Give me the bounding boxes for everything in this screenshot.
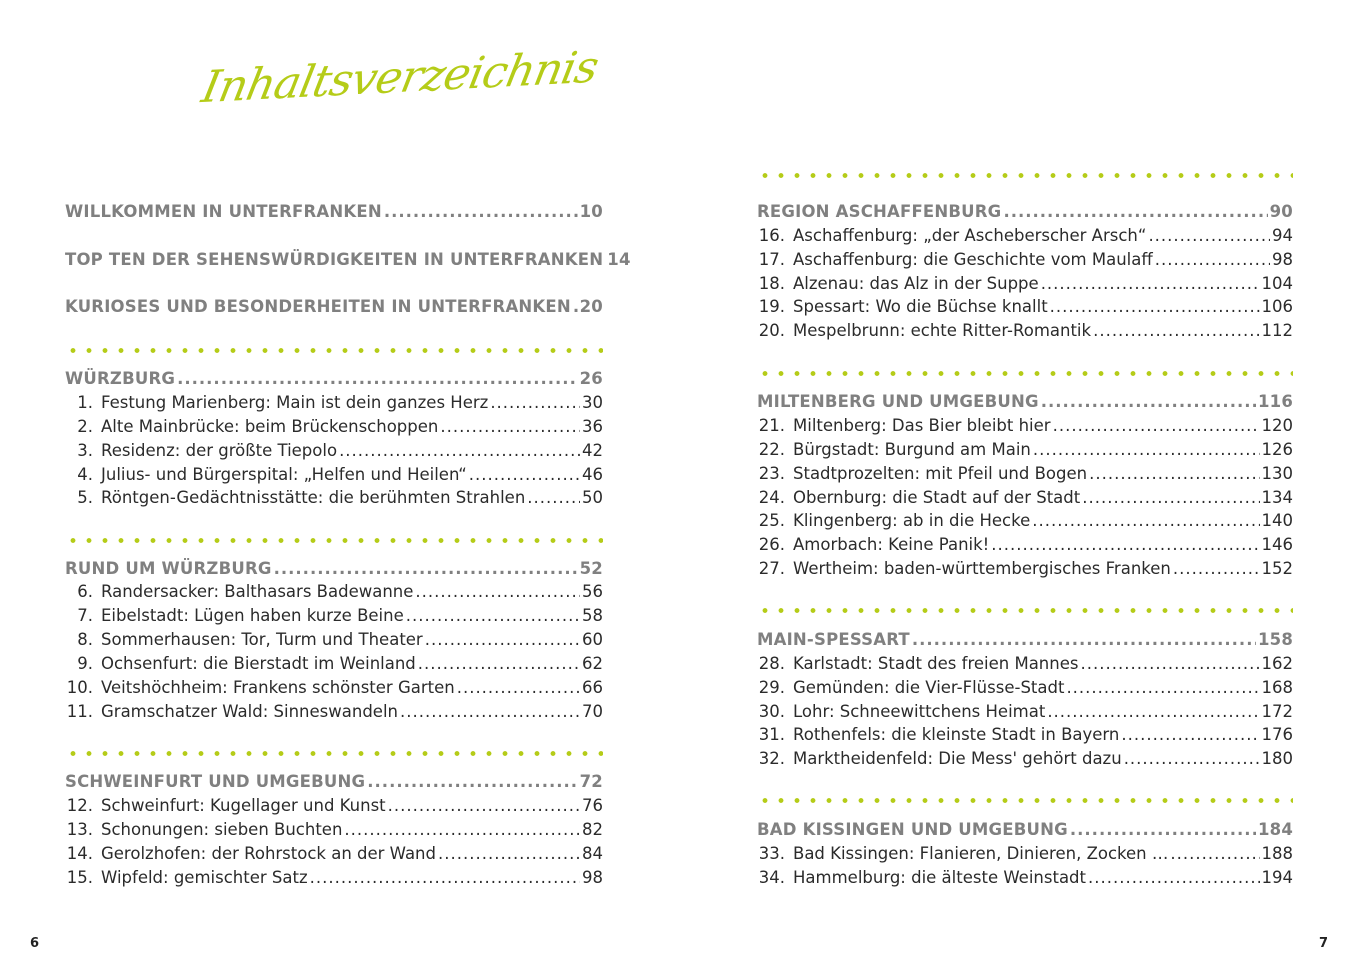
dotted-divider xyxy=(757,371,1293,376)
entry-number: 31. xyxy=(758,725,785,744)
leader-dots xyxy=(1041,272,1260,296)
entry-page: 82 xyxy=(582,820,603,839)
toc-entry[interactable] xyxy=(757,676,1293,700)
entry-label: Miltenberg: Das Bier bleibt hier xyxy=(793,416,1051,435)
toc-entry[interactable] xyxy=(757,700,1293,724)
entry-label: Röntgen-Gedächtnisstätte: die berühmten Strahlen xyxy=(101,488,526,507)
entry-page: 42 xyxy=(582,441,603,460)
entry-number: 1. xyxy=(77,393,93,412)
entry-page: 20 xyxy=(579,297,603,316)
leader-dots xyxy=(527,486,580,510)
leader-dots xyxy=(1032,509,1259,533)
entry-page: 46 xyxy=(582,465,603,484)
section-page: 184 xyxy=(1257,820,1293,839)
toc-entry[interactable] xyxy=(757,248,1293,272)
entry-page: 168 xyxy=(1261,678,1293,697)
section-heading[interactable] xyxy=(757,390,1293,414)
leader-dots xyxy=(490,391,580,415)
entry-page: 152 xyxy=(1261,559,1293,578)
entry-label: Schweinfurt: Kugellager und Kunst xyxy=(101,796,386,815)
toc-entry[interactable] xyxy=(65,628,603,652)
entry-number: 23. xyxy=(758,464,785,483)
entry-page: 130 xyxy=(1261,464,1293,483)
leader-dots xyxy=(367,770,577,794)
entry-label: Randersacker: Balthasars Badewanne xyxy=(101,582,414,601)
entry-number: 19. xyxy=(758,297,785,316)
entry-label: Hammelburg: die älteste Weinstadt xyxy=(793,868,1086,887)
entry-page: 112 xyxy=(1261,321,1293,340)
toc-title: Inhaltsverzeichnis xyxy=(197,41,603,114)
entry-page: 56 xyxy=(582,582,603,601)
toc-entry[interactable] xyxy=(757,272,1293,296)
entry-label: Gemünden: die Vier-Flüsse-Stadt xyxy=(793,678,1065,697)
toc-entry[interactable] xyxy=(65,604,603,628)
section-label: MILTENBERG UND UMGEBUNG xyxy=(757,392,1039,411)
section-label: BAD KISSINGEN UND UMGEBUNG xyxy=(757,820,1068,839)
entry-page: 36 xyxy=(582,417,603,436)
dotted-divider xyxy=(757,608,1293,613)
leader-dots xyxy=(438,842,580,866)
entry-number: 33. xyxy=(758,844,785,863)
leader-dots xyxy=(418,652,580,676)
dotted-divider xyxy=(757,173,1293,178)
leader-dots xyxy=(440,415,580,439)
toc-entry[interactable] xyxy=(65,700,603,724)
toc-entry[interactable] xyxy=(65,794,603,818)
entry-page: 194 xyxy=(1261,868,1293,887)
entry-page: 76 xyxy=(582,796,603,815)
section-heading[interactable] xyxy=(65,367,603,391)
entry-number: 17. xyxy=(758,250,785,269)
toc-entry[interactable] xyxy=(757,509,1293,533)
entry-number: 29. xyxy=(758,678,785,697)
leader-dots xyxy=(177,367,578,391)
entry-label: KURIOSES UND BESONDERHEITEN IN UNTERFRANKEN xyxy=(65,297,571,316)
entry-page: 66 xyxy=(582,678,603,697)
toc-entry[interactable] xyxy=(65,842,603,866)
leader-dots xyxy=(415,580,580,604)
entry-label: Aschaffenburg: die Geschichte vom Maulaff xyxy=(793,250,1153,269)
toc-intro-entry[interactable] xyxy=(65,248,631,272)
entry-number: 8. xyxy=(77,630,93,649)
toc-entry[interactable] xyxy=(757,224,1293,248)
leader-dots xyxy=(991,533,1259,557)
toc-entry[interactable] xyxy=(65,652,603,676)
leader-dots xyxy=(1124,747,1260,771)
toc-entry[interactable] xyxy=(757,438,1293,462)
entry-page: 50 xyxy=(582,488,603,507)
entry-page: 140 xyxy=(1261,511,1293,530)
toc-entry[interactable] xyxy=(757,319,1293,343)
entry-label: Rothenfels: die kleinste Stadt in Bayern xyxy=(793,725,1120,744)
entry-page: 172 xyxy=(1261,702,1293,721)
toc-entry[interactable] xyxy=(757,557,1293,581)
entry-number: 5. xyxy=(77,488,93,507)
section-label: SCHWEINFURT UND UMGEBUNG xyxy=(65,772,366,791)
entry-number: 7. xyxy=(77,606,93,625)
toc-entry[interactable] xyxy=(757,295,1293,319)
section-page: 52 xyxy=(579,559,603,578)
toc-entry[interactable] xyxy=(757,533,1293,557)
entry-label: Wertheim: baden-württembergisches Franken xyxy=(793,559,1171,578)
entry-number: 10. xyxy=(66,678,93,697)
leader-dots xyxy=(1089,462,1259,486)
entry-label: Veitshöchheim: Frankens schönster Garten xyxy=(101,678,455,697)
entry-page: 14 xyxy=(607,250,631,269)
entry-number: 21. xyxy=(758,416,785,435)
entry-label: Ochsenfurt: die Bierstadt im Weinland xyxy=(101,654,416,673)
toc-entry[interactable] xyxy=(757,723,1293,747)
entry-number: 9. xyxy=(77,654,93,673)
entry-number: 25. xyxy=(758,511,785,530)
entry-label: Gerolzhofen: der Rohrstock an der Wand xyxy=(101,844,436,863)
section-page: 26 xyxy=(579,369,603,388)
section-heading[interactable] xyxy=(757,200,1293,224)
entry-number: 18. xyxy=(758,274,785,293)
toc-entry[interactable] xyxy=(757,652,1293,676)
dotted-divider xyxy=(65,538,603,543)
entry-page: 180 xyxy=(1261,749,1293,768)
dotted-divider xyxy=(65,348,603,353)
entry-number: 15. xyxy=(66,868,93,887)
toc-entry[interactable] xyxy=(65,866,603,890)
leader-dots xyxy=(457,676,580,700)
entry-label: Spessart: Wo die Büchse knallt xyxy=(793,297,1048,316)
entry-label: Mespelbrunn: echte Ritter-Romantik xyxy=(793,321,1092,340)
leader-dots xyxy=(1080,652,1259,676)
entry-number: 4. xyxy=(77,465,93,484)
leader-dots xyxy=(1003,200,1267,224)
entry-number: 16. xyxy=(758,226,785,245)
entry-label: Wipfeld: gemischter Satz xyxy=(101,868,308,887)
section-page: 90 xyxy=(1269,202,1293,221)
entry-page: 146 xyxy=(1261,535,1293,554)
entry-page: 126 xyxy=(1261,440,1293,459)
toc-entry[interactable] xyxy=(65,439,603,463)
entry-label: Festung Marienberg: Main ist dein ganzes Herz xyxy=(101,393,489,412)
entry-label: Marktheidenfeld: Die Mess' gehört dazu xyxy=(793,749,1122,768)
leader-dots xyxy=(1121,723,1259,747)
leader-dots xyxy=(1041,390,1256,414)
leader-dots xyxy=(469,463,580,487)
entry-number: 27. xyxy=(758,559,785,578)
entry-label: Gramschatzer Wald: Sinneswandeln xyxy=(101,702,398,721)
leader-dots xyxy=(573,295,578,319)
entry-number: 30. xyxy=(758,702,785,721)
entry-page: 94 xyxy=(1272,226,1293,245)
section-page: 158 xyxy=(1257,630,1293,649)
entry-page: 120 xyxy=(1261,416,1293,435)
entry-label: Bürgstadt: Burgund am Main xyxy=(793,440,1031,459)
entry-page: 176 xyxy=(1261,725,1293,744)
leader-dots xyxy=(1066,676,1259,700)
entry-number: 14. xyxy=(66,844,93,863)
entry-number: 32. xyxy=(758,749,785,768)
toc-entry[interactable] xyxy=(757,842,1293,866)
toc-entry[interactable] xyxy=(65,580,603,604)
entry-page: 104 xyxy=(1261,274,1293,293)
leader-dots xyxy=(1053,414,1260,438)
entry-page: 98 xyxy=(582,868,603,887)
entry-number: 11. xyxy=(66,702,93,721)
leader-dots xyxy=(400,700,580,724)
section-heading[interactable] xyxy=(65,557,603,581)
toc-entry[interactable] xyxy=(65,818,603,842)
entry-number: 20. xyxy=(758,321,785,340)
entry-label: Karlstadt: Stadt des freien Mannes xyxy=(793,654,1079,673)
toc-entry[interactable] xyxy=(65,486,603,510)
entry-label: Bad Kissingen: Flanieren, Dinieren, Zocken … xyxy=(793,844,1169,863)
leader-dots xyxy=(1088,866,1260,890)
entry-page: 30 xyxy=(582,393,603,412)
leader-dots xyxy=(1050,295,1260,319)
entry-label: Alzenau: das Alz in der Suppe xyxy=(793,274,1039,293)
entry-number: 2. xyxy=(77,417,93,436)
entry-page: 98 xyxy=(1272,250,1293,269)
entry-page: 84 xyxy=(582,844,603,863)
leader-dots xyxy=(1148,224,1270,248)
entry-page: 60 xyxy=(582,630,603,649)
entry-number: 34. xyxy=(758,868,785,887)
entry-page: 188 xyxy=(1261,844,1293,863)
entry-label: Residenz: der größte Tiepolo xyxy=(101,441,338,460)
leader-dots xyxy=(1070,818,1256,842)
leader-dots xyxy=(1155,248,1270,272)
entry-page: 70 xyxy=(582,702,603,721)
toc-entry[interactable] xyxy=(757,866,1293,890)
section-page: 72 xyxy=(579,772,603,791)
section-page: 116 xyxy=(1257,392,1293,411)
entry-label: Klingenberg: ab in die Hecke xyxy=(793,511,1031,530)
entry-page: 134 xyxy=(1261,488,1293,507)
entry-label: Amorbach: Keine Panik! xyxy=(793,535,990,554)
entry-page: 62 xyxy=(582,654,603,673)
entry-label: Sommerhausen: Tor, Turm und Theater xyxy=(101,630,423,649)
entry-label: WILLKOMMEN IN UNTERFRANKEN xyxy=(65,202,382,221)
leader-dots xyxy=(425,628,580,652)
toc-intro-entry[interactable] xyxy=(65,200,603,224)
entry-number: 12. xyxy=(66,796,93,815)
leader-dots xyxy=(1173,557,1260,581)
entry-label: Aschaffenburg: „der Ascheberscher Arsch“ xyxy=(793,226,1147,245)
dotted-divider xyxy=(757,798,1293,803)
leader-dots xyxy=(912,628,1256,652)
leader-dots xyxy=(1170,842,1259,866)
leader-dots xyxy=(406,604,580,628)
entry-number: 3. xyxy=(77,441,93,460)
section-heading[interactable] xyxy=(65,770,603,794)
entry-number: 26. xyxy=(758,535,785,554)
entry-label: TOP TEN DER SEHENSWÜRDIGKEITEN IN UNTERFRANKEN xyxy=(65,250,604,269)
entry-label: Eibelstadt: Lügen haben kurze Beine xyxy=(101,606,404,625)
leader-dots xyxy=(274,557,578,581)
toc-intro-entry[interactable] xyxy=(65,295,603,319)
leader-dots xyxy=(344,818,580,842)
section-label: WÜRZBURG xyxy=(65,369,176,388)
toc-entry[interactable] xyxy=(757,414,1293,438)
toc-entry[interactable] xyxy=(757,747,1293,771)
entry-label: Stadtprozelten: mit Pfeil und Bogen xyxy=(793,464,1088,483)
entry-label: Julius- und Bürgerspital: „Helfen und Heilen“ xyxy=(101,465,467,484)
page-number-right: 7 xyxy=(1319,936,1329,951)
leader-dots xyxy=(384,200,578,224)
section-label: MAIN-SPESSART xyxy=(757,630,910,649)
leader-dots xyxy=(339,439,580,463)
entry-number: 28. xyxy=(758,654,785,673)
leader-dots xyxy=(1082,486,1259,510)
leader-dots xyxy=(1047,700,1259,724)
entry-number: 13. xyxy=(66,820,93,839)
entry-number: 22. xyxy=(758,440,785,459)
toc-entry[interactable] xyxy=(65,415,603,439)
entry-label: Alte Mainbrücke: beim Brückenschoppen xyxy=(101,417,439,436)
toc-entry[interactable] xyxy=(757,486,1293,510)
dotted-divider xyxy=(65,751,603,756)
section-label: REGION ASCHAFFENBURG xyxy=(757,202,1002,221)
leader-dots xyxy=(1033,438,1260,462)
entry-number: 6. xyxy=(77,582,93,601)
section-label: RUND UM WÜRZBURG xyxy=(65,559,272,578)
toc-entry[interactable] xyxy=(65,391,603,415)
entry-label: Schonungen: sieben Buchten xyxy=(101,820,343,839)
entry-label: Lohr: Schneewittchens Heimat xyxy=(793,702,1046,721)
leader-dots xyxy=(388,794,580,818)
entry-page: 106 xyxy=(1261,297,1293,316)
toc-entry[interactable] xyxy=(65,463,603,487)
entry-page: 58 xyxy=(582,606,603,625)
leader-dots xyxy=(1093,319,1259,343)
entry-number: 24. xyxy=(758,488,785,507)
section-heading[interactable] xyxy=(757,818,1293,842)
entry-page: 10 xyxy=(579,202,603,221)
entry-page: 162 xyxy=(1261,654,1293,673)
toc-entry[interactable] xyxy=(65,676,603,700)
section-heading[interactable] xyxy=(757,628,1293,652)
entry-label: Obernburg: die Stadt auf der Stadt xyxy=(793,488,1081,507)
page-number-left: 6 xyxy=(30,936,40,951)
toc-entry[interactable] xyxy=(757,462,1293,486)
leader-dots xyxy=(310,866,580,890)
